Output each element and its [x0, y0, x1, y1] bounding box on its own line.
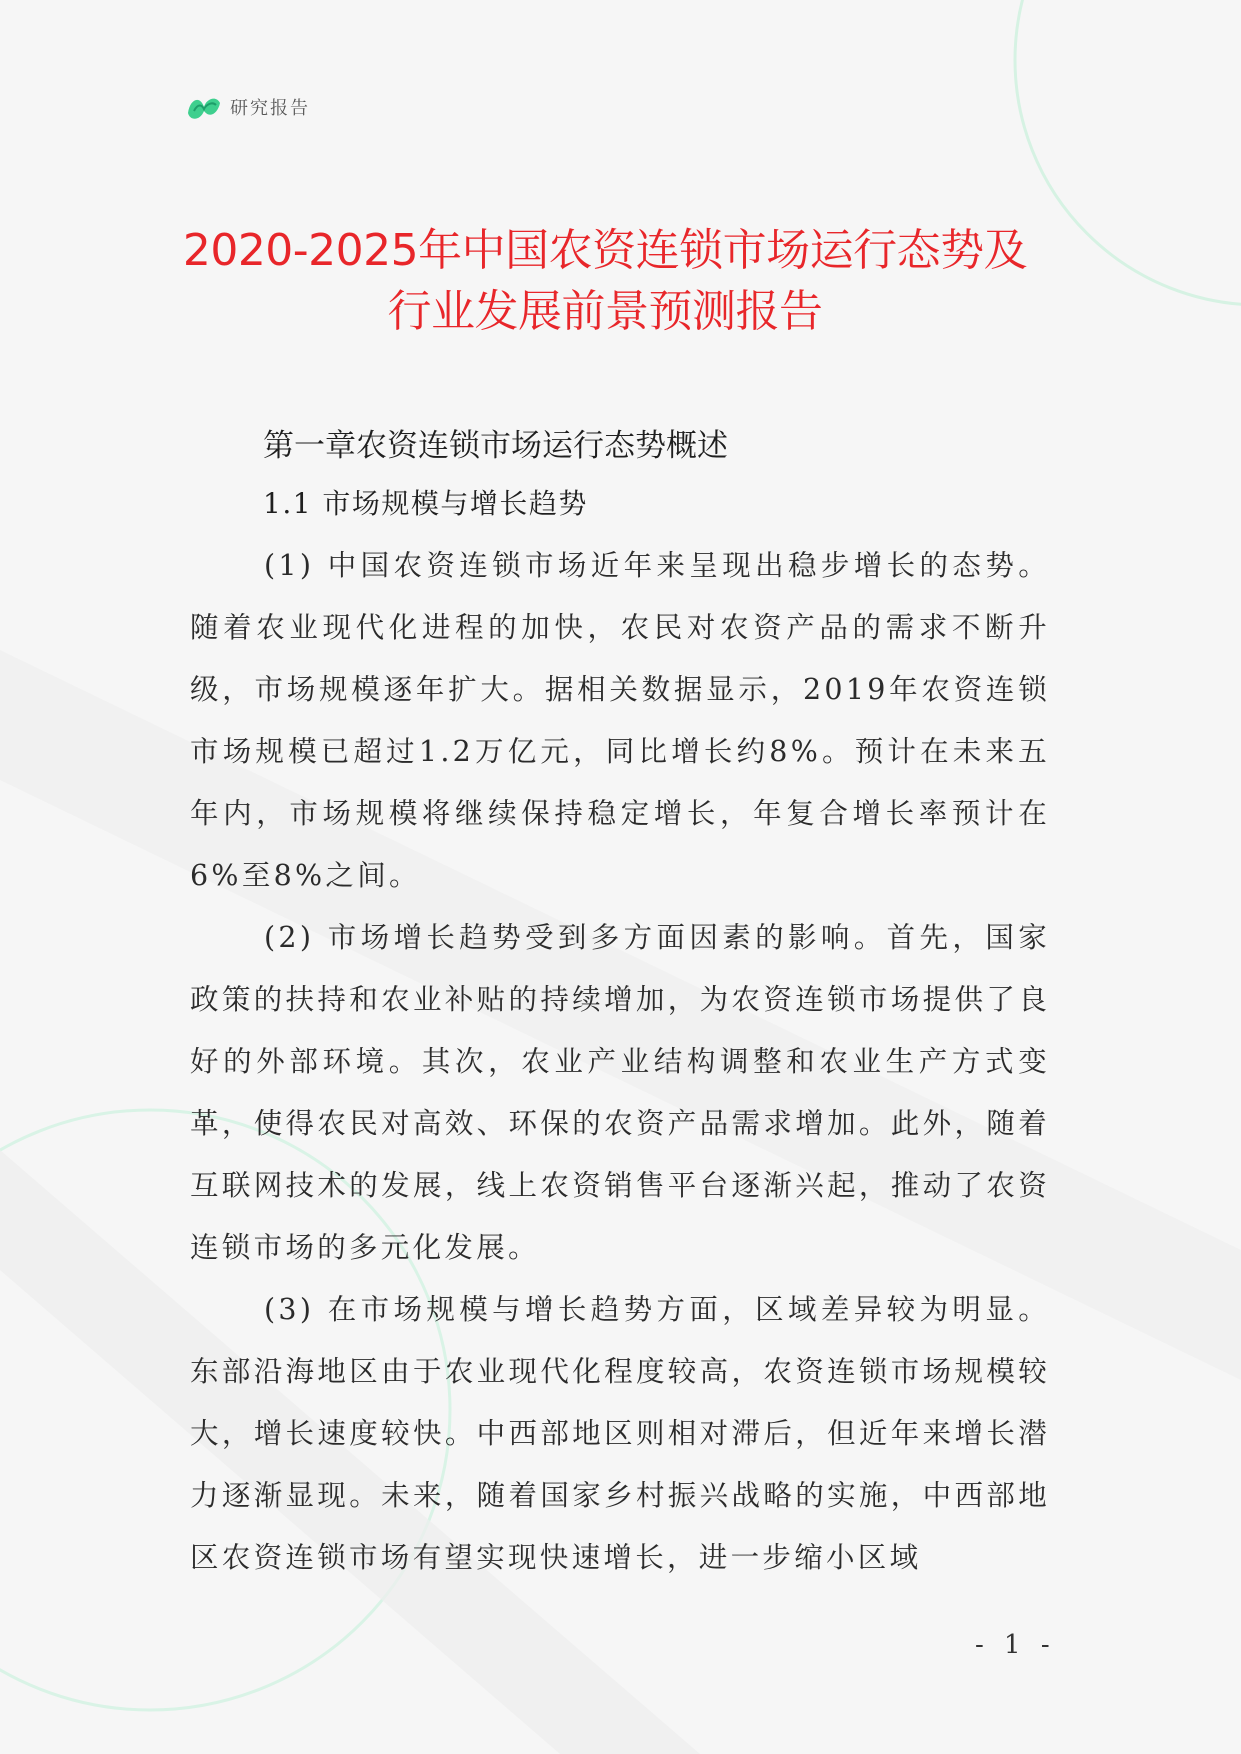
body-text	[190, 535, 1050, 1589]
title-line-1: 2020-2025年中国农资连锁市场运行态势及	[182, 225, 1028, 276]
section-heading: 1.1 市场规模与增长趋势	[263, 487, 588, 520]
page-number: - 1 -	[975, 1630, 1056, 1660]
paragraph-1: (1) 中国农资连锁市场近年来呈现出稳步增长的态势。随着农业现代化进程的加快，农民对农资产品的需求不断升级，市场规模逐年扩大。据相关数据显示，2019年农资连锁市场规模已超过1.2万亿元，同比增长约8%。预计在未来五年内，市场规模将继续保持稳定增长，年复合增长率预计在6%至8%之间。	[190, 549, 1050, 892]
paragraph-2: (2) 市场增长趋势受到多方面因素的影响。首先，国家政策的扶持和农业补贴的持续增加，为农资连锁市场提供了良好的外部环境。其次，农业产业结构调整和农业生产方式变革，使得农民对高效、环保的农资产品需求增加。此外，随着互联网技术的发展，线上农资销售平台逐渐兴起，推动了农资连锁市场的多元化发展。	[190, 921, 1050, 1264]
report-header	[186, 90, 310, 124]
report-title	[150, 220, 1060, 342]
paragraph-3: (3) 在市场规模与增长趋势方面，区域差异较为明显。东部沿海地区由于农业现代化程度较高，农资连锁市场规模较大，增长速度较快。中西部地区则相对滞后，但近年来增长潜力逐渐显现。未来，随着国家乡村振兴战略的实施，中西部地区农资连锁市场有望实现快速增长，进一步缩小区域	[190, 1293, 1050, 1574]
header-label: 研究报告	[230, 98, 310, 119]
title-line-2: 行业发展前景预测报告	[387, 286, 823, 337]
chapter-heading: 第一章农资连锁市场运行态势概述	[263, 428, 728, 464]
leaf-logo-icon	[186, 91, 222, 123]
